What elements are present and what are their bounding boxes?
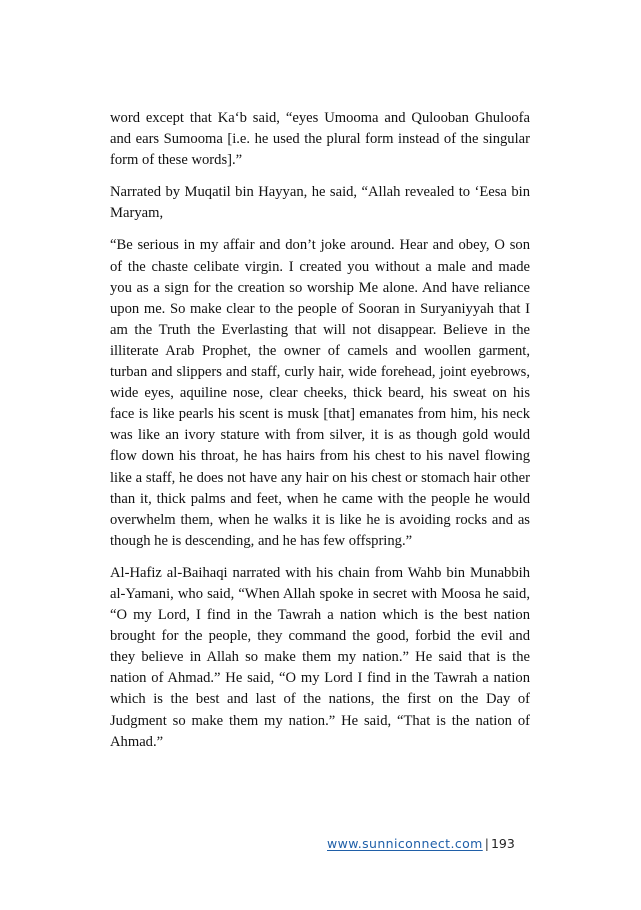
paragraph-muqatil-narration: Narrated by Muqatil bin Hayyan, he said, “Allah revealed to ‘Eesa bin Maryam, (110, 184, 530, 222)
paragraph-revelation-quote: “Be serious in my affair and don’t joke around. Hear and obey, O son of the chaste celibate virgin. I created you without a male and made you as a sign for the creation so worship Me alone. And have reliance upon me. So make clear to the people of Sooran in Suryaniyyah that I am the Truth the Everlasting that will not disappear. Believe in the illiterate Arab Prophet, the owner of camels and woollen garment, turban and slippers and staff, curly hair, wide forehead, joint eyebrows, wide eyes, aquiline nose, clear cheeks, thick beard, his sweat on his face is like pearls his scent is musk [that] emanates from him, his neck was like an ivory stature with from silver, it is as though gold would flow down his throat, he has hairs from his chest to his navel flowing like a staff, he does not have any hair on his chest or stomach hair other than it, thick palms and feet, when he came with the people he would overwhelm them, when he walks it is like he is avoiding rocks and as though he is descending, and he has few offspring.” (110, 237, 530, 549)
paragraph-baihaqi-narration: Al-Hafiz al-Baihaqi narrated with his chain from Wahb bin Munabbih al-Yamani, who said, “When Allah spoke in secret with Moosa he said, “O my Lord, I find in the Tawrah a nation which is the best nation brought for the people, they command the good, forbid the evil and they believe in Allah so make them my nation.” He said that is the nation of Ahmad.” He said, “O my Lord I find in the Tawrah a nation which is the best and last of the nations, the first on the Day of Judgment so make them my nation.” He said, “That is the nation of Ahmad.” (110, 564, 530, 750)
page-body (110, 108, 530, 753)
paragraph-kab-quote: word except that Ka‘b said, “eyes Umooma and Qulooban Ghuloofa and ears Sumooma [i.e. he used the plural form instead of the singular form of these words].” (110, 110, 530, 169)
footer-separator: | (484, 836, 489, 851)
website-link[interactable]: www.sunniconnect.com (327, 836, 483, 851)
page-footer (327, 836, 515, 851)
page-number: 193 (490, 836, 515, 851)
